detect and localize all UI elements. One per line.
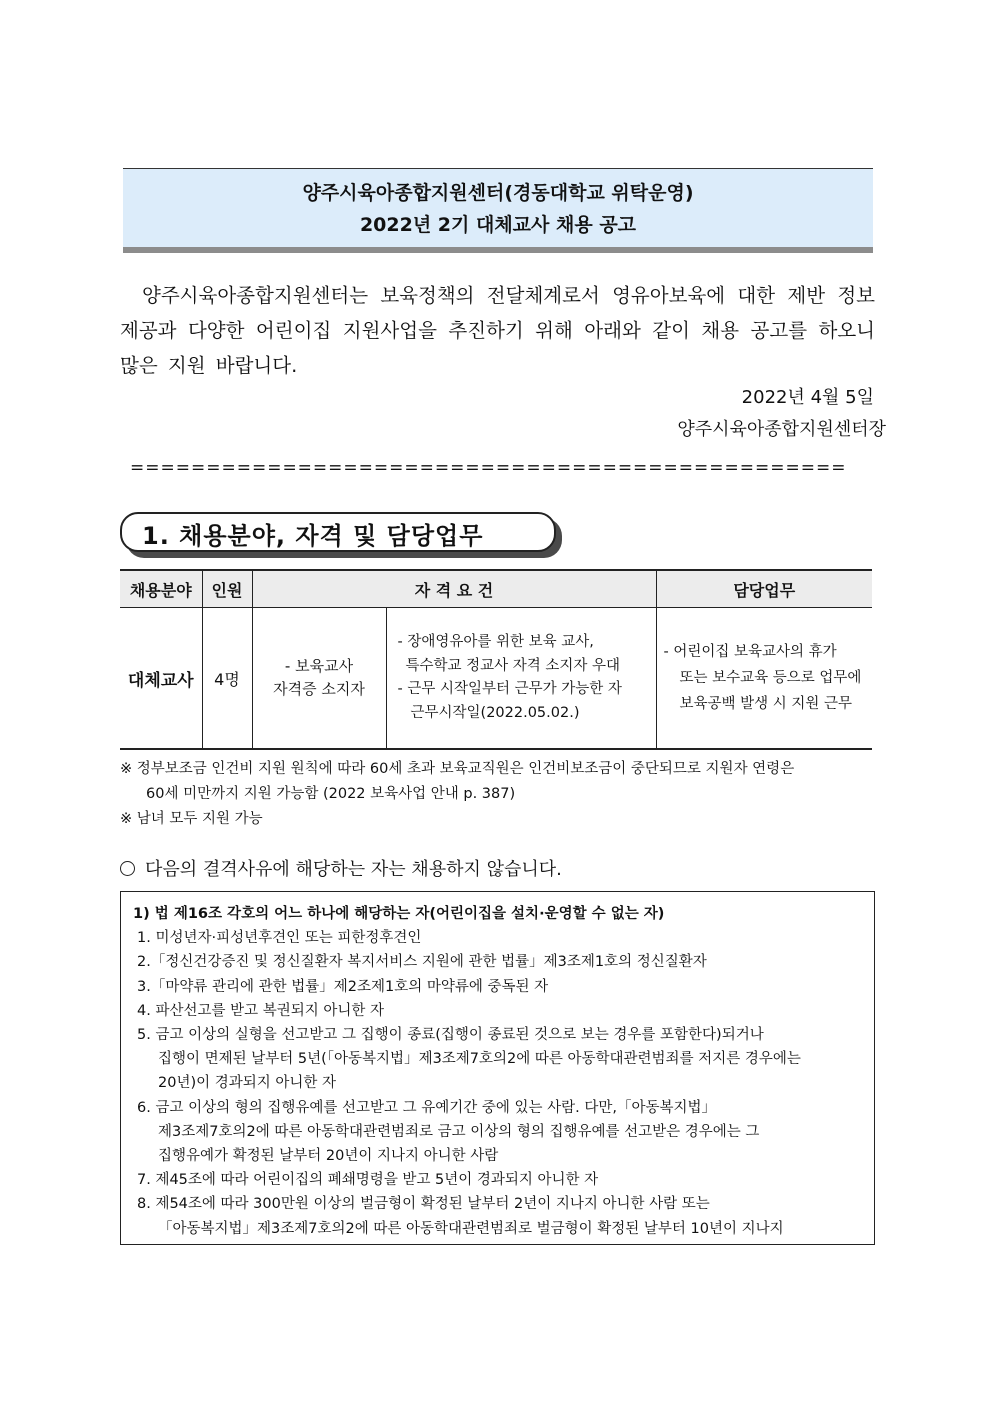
list-item: 집행유예가 확정된 날부터 20년이 지나지 아니한 사람 — [158, 1148, 499, 1165]
list-item: 5. 금고 이상의 실형을 선고받고 그 집행이 종료(집행이 종료된 것으로 보는 경우를 포함한다)되거나 — [137, 1027, 764, 1044]
qualification-item: - 근무 시작일부터 근무가 가능한 자 — [397, 681, 622, 697]
list-item: 집행이 면제된 날부터 5년(「아동복지법」제3조제7호의2에 따른 아동학대관련범죄를 저지른 경우에는 — [158, 1051, 801, 1068]
intro-paragraph — [120, 278, 875, 383]
disqualification-intro-text: 다음의 결격사유에 해당하는 자는 채용하지 않습니다. — [145, 859, 562, 880]
duty-item: 또는 보수교육 등으로 업무에 — [679, 670, 862, 686]
list-item: 1. 미성년자·피성년후견인 또는 피한정후견인 — [137, 930, 422, 947]
disqualification-box — [120, 891, 875, 1245]
list-item: 2.「정신건강증진 및 정신질환자 복지서비스 지원에 관한 법률」제3조제1호의 정신질환자 — [137, 954, 707, 971]
cell-count: 4명 — [202, 608, 252, 750]
circle-bullet-icon — [120, 861, 135, 876]
header-qualification: 자 격 요 건 — [252, 570, 656, 608]
note-line: ※ 정부보조금 인건비 지원 원칙에 따라 60세 초과 보육교직원은 인건비보조금이 중단되므로 지원자 연령은 — [120, 761, 795, 777]
separator-line: =============================================== — [130, 458, 847, 478]
cert-line: 자격증 소지자 — [273, 680, 365, 698]
qualification-item: 근무시작일(2022.05.02.) — [410, 704, 580, 721]
list-item: 6. 금고 이상의 형의 집행유예를 선고받고 그 유예기간 중에 있는 사람. 다만,「아동복지법」 — [137, 1099, 716, 1116]
header-duties: 담당업무 — [656, 570, 872, 608]
recruitment-table — [120, 569, 872, 750]
duty-item: 보육공백 발생 시 지원 근무 — [679, 696, 853, 712]
cert-line: - 보육교사 — [284, 657, 354, 675]
section1-heading — [120, 512, 556, 552]
cell-cert — [252, 608, 386, 750]
section1-title: 1. 채용분야, 자격 및 담당업무 — [142, 522, 484, 550]
list-item: 3.「마약류 관리에 관한 법률」제2조제1호의 마약류에 중독된 자 — [137, 978, 549, 995]
intro-text: 양주시육아종합지원센터는 보육정책의 전달체계로서 영유아보육에 대한 제반 정보 제공과 다양한 어린이집 지원사업을 추진하기 위해 아래와 같이 채용 공고를 하오니 많은 지원 바랍니다. — [120, 284, 875, 377]
cell-field: 대체교사 — [120, 608, 202, 750]
qualification-item: 특수학교 정교사 자격 소지자 우대 — [405, 657, 621, 674]
list-item: 「아동복지법」제3조제7호의2에 따른 아동학대관련범죄로 벌금형이 확정된 날부터 10년이 지나지 — [158, 1220, 784, 1237]
table-header-row — [120, 570, 872, 608]
list-item: 20년)이 경과되지 아니한 자 — [158, 1075, 337, 1092]
disqualification-intro — [120, 855, 562, 881]
list-item: 제3조제7호의2에 따른 아동학대관련범죄로 금고 이상의 형의 집행유예를 선고받은 경우에는 그 — [158, 1123, 760, 1140]
list-item: 7. 제45조에 따라 어린이집의 폐쇄명령을 받고 5년이 경과되지 아니한 자 — [137, 1172, 599, 1189]
notice-title-box — [123, 168, 873, 253]
qualification-item: - 장애영유아를 위한 보육 교사, — [397, 634, 594, 650]
duty-item: - 어린이집 보육교사의 휴가 — [663, 644, 837, 660]
list-item: 4. 파산선고를 받고 복권되지 아니한 자 — [137, 1002, 384, 1019]
notice-issuer: 양주시육아종합지원센터장 — [677, 419, 886, 440]
header-count: 인원 — [202, 570, 252, 608]
notice-title-line2: 2022년 2기 대체교사 채용 공고 — [359, 214, 637, 236]
notice-title-line1: 양주시육아종합지원센터(경동대학교 위탁운영) — [302, 182, 694, 204]
note-line: ※ 남녀 모두 지원 가능 — [120, 811, 263, 827]
cell-qualifications — [386, 608, 656, 750]
header-field: 채용분야 — [120, 570, 202, 608]
notice-date: 2022년 4월 5일 — [741, 387, 874, 408]
disqualification-heading: 1) 법 제16조 각호의 어느 하나에 해당하는 자(어린이집을 설치·운영할 수 없는 자) — [133, 906, 665, 922]
cell-duties — [656, 608, 872, 750]
note-line: 60세 미만까지 지원 가능함 (2022 보육사업 안내 p. 387) — [146, 786, 516, 802]
list-item: 8. 제54조에 따라 300만원 이상의 벌금형이 확정된 날부터 2년이 지나지 아니한 사람 또는 — [137, 1196, 710, 1213]
notes-block — [120, 757, 880, 832]
table-row — [120, 608, 872, 750]
